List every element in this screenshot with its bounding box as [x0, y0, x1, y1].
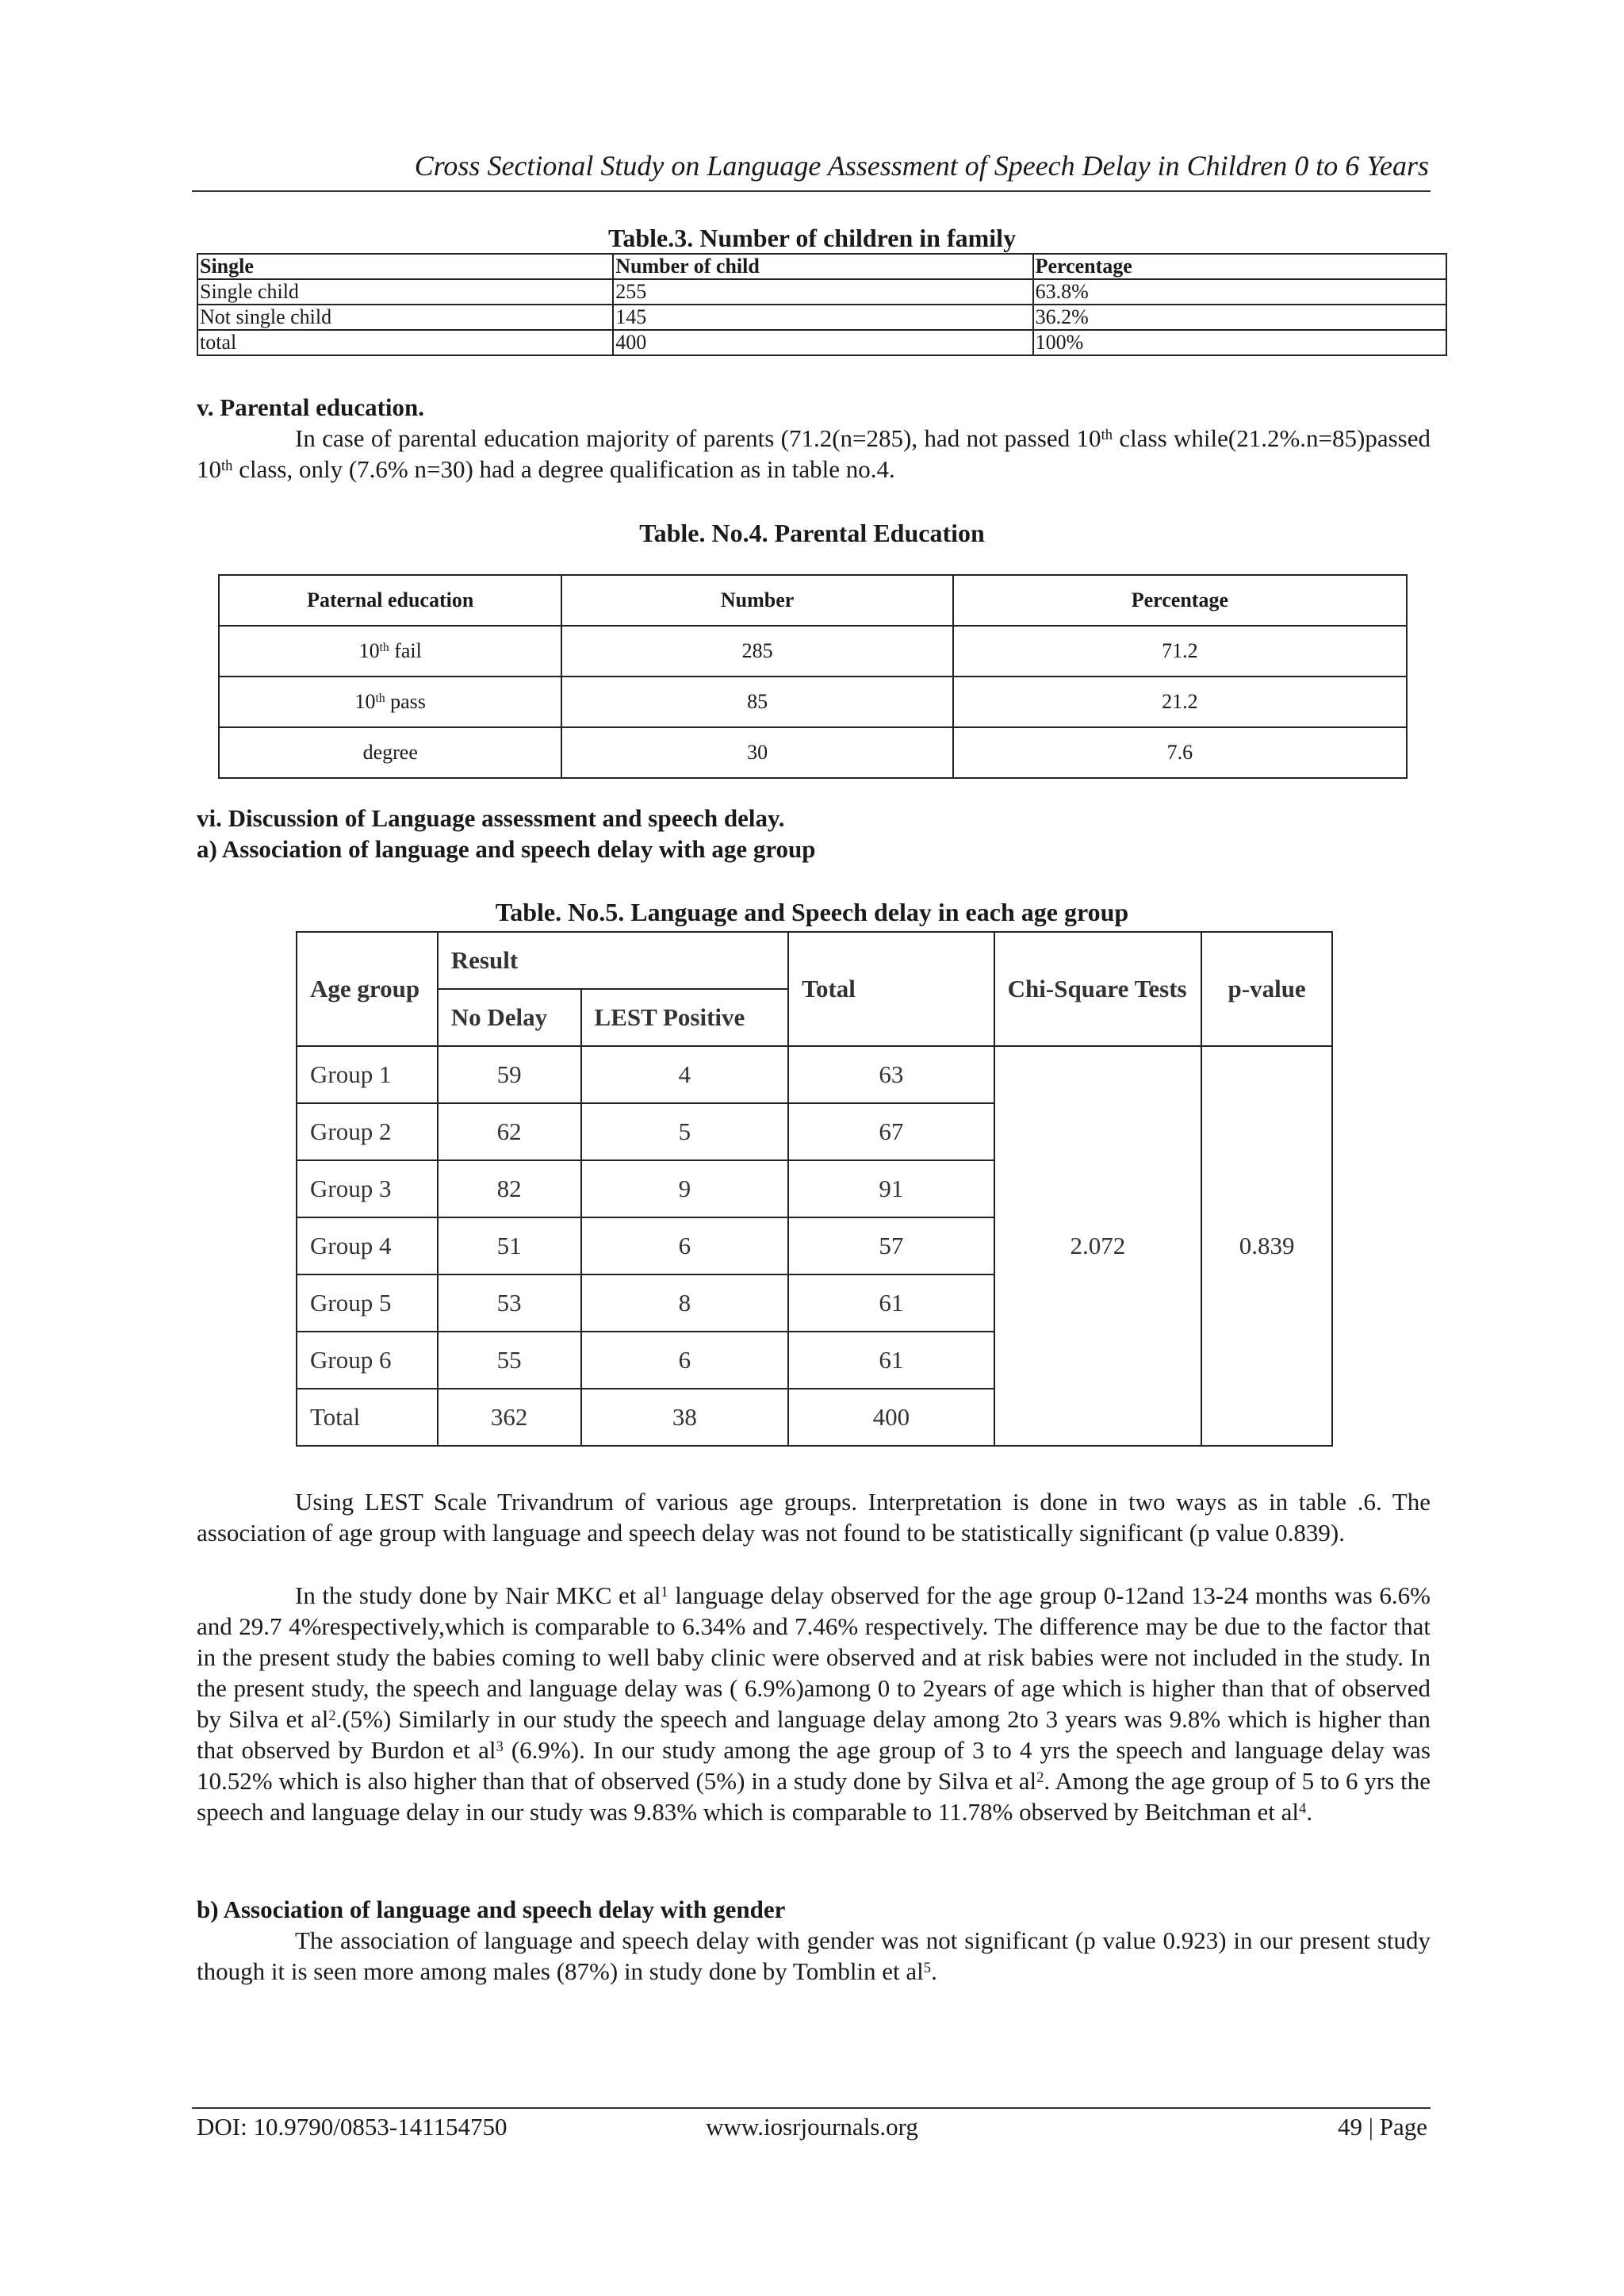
- table-cell: Group 2: [297, 1103, 438, 1160]
- column-header: Percentage: [953, 575, 1407, 626]
- footer-doi: DOI: 10.9790/0853-141154750: [197, 2113, 508, 2141]
- table-cell: 21.2: [953, 677, 1407, 727]
- superscript: th: [379, 641, 389, 655]
- column-header: Total: [788, 932, 994, 1046]
- table-cell: 59: [438, 1046, 581, 1103]
- table5-speech-delay-by-age: [296, 931, 1333, 1447]
- table-cell: 36.2%: [1033, 305, 1446, 330]
- superscript: th: [375, 692, 385, 706]
- paragraph-text: .(5%) Similarly in our study the speech and language delay among 2to 3 years was 9.8% which is higher than that observed by Burdon et al: [197, 1705, 1431, 1764]
- table-cell: 53: [438, 1274, 581, 1332]
- paragraph-text: In case of parental education majority of parents (71.2(n=285), had not passed 10: [295, 424, 1101, 452]
- table-row: [297, 1046, 1332, 1103]
- cell-text: 10: [358, 639, 380, 662]
- table-cell: 62: [438, 1103, 581, 1160]
- table4-parental-education: [218, 574, 1408, 779]
- table-row: [219, 626, 1407, 677]
- table-row: [197, 305, 1446, 330]
- table-cell: 30: [561, 727, 952, 778]
- table-cell: 61: [788, 1332, 994, 1389]
- table-cell: 5: [581, 1103, 789, 1160]
- superscript: th: [1101, 426, 1113, 443]
- table-cell: [219, 727, 561, 778]
- table-cell: 7.6: [953, 727, 1407, 778]
- table-cell: 255: [613, 279, 1032, 305]
- table-cell: 51: [438, 1217, 581, 1274]
- table-cell: 63.8%: [1033, 279, 1446, 305]
- table-cell: 145: [613, 305, 1032, 330]
- table-cell: 85: [561, 677, 952, 727]
- column-header: Number of child: [613, 254, 1032, 279]
- table-cell: 8: [581, 1274, 789, 1332]
- table-cell: 38: [581, 1389, 789, 1446]
- paragraph-text: In the study done by Nair MKC et al: [295, 1581, 661, 1609]
- table-header-row: [219, 575, 1407, 626]
- table4-caption: Table. No.4. Parental Education: [639, 519, 985, 547]
- cell-text: 10: [354, 690, 376, 713]
- table-cell: 91: [788, 1160, 994, 1217]
- chi-square-value: 2.072: [994, 1046, 1202, 1446]
- citation-superscript: 1: [661, 1583, 668, 1600]
- citation-superscript: 2: [328, 1707, 336, 1724]
- paragraph-lest-scale: [197, 1486, 1431, 1548]
- column-header: Result: [438, 932, 788, 989]
- table-cell: 71.2: [953, 626, 1407, 677]
- paragraph-text: .: [931, 1957, 937, 1985]
- table-cell: Not single child: [197, 305, 613, 330]
- superscript: th: [221, 457, 233, 474]
- table-cell: [219, 677, 561, 727]
- footer-divider: [192, 2107, 1431, 2109]
- paragraph-text: Using LEST Scale Trivandrum of various age groups. Interpretation is done in two ways as in table .6. The association of age group with language and speech delay was not found to be statistically significant (p value 0.839).: [197, 1488, 1431, 1547]
- table-cell: 362: [438, 1389, 581, 1446]
- paragraph-text: .: [1306, 1798, 1313, 1826]
- table-row: [219, 727, 1407, 778]
- table-row: [197, 279, 1446, 305]
- column-header: Paternal education: [219, 575, 561, 626]
- column-header: LEST Positive: [581, 989, 789, 1046]
- table-cell: 6: [581, 1332, 789, 1389]
- table-cell: 400: [788, 1389, 994, 1446]
- table-header-row: [197, 254, 1446, 279]
- table-cell: 63: [788, 1046, 994, 1103]
- paragraph-nair-study: [197, 1580, 1431, 1827]
- paragraph-text: The association of language and speech delay with gender was not significant (p value 0.923) in our present study though it is seen more among males (87%) in study done by Tomblin et al: [197, 1926, 1431, 1985]
- table-row: [219, 677, 1407, 727]
- cell-text: fail: [389, 639, 422, 662]
- footer-website: www.iosrjournals.org: [706, 2113, 918, 2141]
- table3-children-in-family: [197, 253, 1447, 356]
- table-cell: [219, 626, 561, 677]
- footer-page-number: 49 | Page: [1338, 2113, 1427, 2141]
- column-header: Percentage: [1033, 254, 1446, 279]
- column-header: Chi-Square Tests: [994, 932, 1202, 1046]
- table-cell: 55: [438, 1332, 581, 1389]
- table-cell: Group 6: [297, 1332, 438, 1389]
- table-cell: Group 1: [297, 1046, 438, 1103]
- table-cell: 9: [581, 1160, 789, 1217]
- paragraph-gender: [197, 1925, 1431, 1987]
- table-header-row: [297, 932, 1332, 989]
- table-cell: 6: [581, 1217, 789, 1274]
- table-cell: 61: [788, 1274, 994, 1332]
- table-cell: 67: [788, 1103, 994, 1160]
- table-cell: 400: [613, 330, 1032, 355]
- running-header: Cross Sectional Study on Language Assessment of Speech Delay in Children 0 to 6 Years: [414, 150, 1429, 182]
- citation-superscript: 5: [923, 1959, 932, 1976]
- cell-text: degree: [362, 741, 418, 764]
- table-cell: 285: [561, 626, 952, 677]
- citation-superscript: 2: [1036, 1769, 1044, 1786]
- subsection-heading-gender: b) Association of language and speech delay with gender: [197, 1895, 786, 1923]
- table-cell: Single child: [197, 279, 613, 305]
- paragraph-text: (6.9%). In our study among the age group of 3 to 4 yrs the speech and language delay was 10.52% which is also higher than that of observed (5%) in a study done by Silva et al: [197, 1736, 1431, 1795]
- table-cell: 4: [581, 1046, 789, 1103]
- table-cell: Group 5: [297, 1274, 438, 1332]
- p-value: 0.839: [1201, 1046, 1332, 1446]
- paragraph-text: class while(21.2%.n=85)passed 10: [197, 424, 1431, 483]
- table-row: [197, 330, 1446, 355]
- cell-text: pass: [385, 690, 426, 713]
- table-cell: 82: [438, 1160, 581, 1217]
- paragraph-parental-education: [197, 423, 1431, 485]
- paragraph-text: language delay observed for the age group 0-12and 13-24 months was 6.6% and 29.7 4%respectively,which is comparable to 6.34% and 7.46% respectively. The difference may be due to the factor that in the present study the babies coming to well baby clinic were observed and at risk babies were not included in the study. In the present study, the speech and language delay was ( 6.9%)among 0 to 2years of age which is higher than that of observed by Silva et al: [197, 1581, 1431, 1733]
- table-cell: Group 4: [297, 1217, 438, 1274]
- table5-caption: Table. No.5. Language and Speech delay in each age group: [495, 898, 1129, 926]
- table-cell: total: [197, 330, 613, 355]
- citation-superscript: 3: [496, 1738, 504, 1755]
- citation-superscript: 4: [1299, 1800, 1307, 1817]
- column-header: Single: [197, 254, 613, 279]
- column-header: Age group: [297, 932, 438, 1046]
- table-cell: 100%: [1033, 330, 1446, 355]
- column-header: p-value: [1201, 932, 1332, 1046]
- section-heading-discussion: vi. Discussion of Language assessment and speech delay.: [197, 804, 785, 832]
- section-heading-parental-education: v. Parental education.: [197, 393, 425, 421]
- column-header: No Delay: [438, 989, 581, 1046]
- table-cell: Total: [297, 1389, 438, 1446]
- header-divider: [192, 190, 1431, 192]
- paragraph-text: . Among the age group of 5 to 6 yrs the speech and language delay in our study was 9.83% which is comparable to 11.78% observed by Beitchman et al: [197, 1767, 1431, 1826]
- column-header: Number: [561, 575, 952, 626]
- table-cell: 57: [788, 1217, 994, 1274]
- paragraph-text: class, only (7.6% n=30) had a degree qualification as in table no.4.: [232, 455, 895, 483]
- table3-caption: Table.3. Number of children in family: [607, 224, 1017, 252]
- subsection-heading-age-group: a) Association of language and speech delay with age group: [197, 835, 816, 863]
- table-cell: Group 3: [297, 1160, 438, 1217]
